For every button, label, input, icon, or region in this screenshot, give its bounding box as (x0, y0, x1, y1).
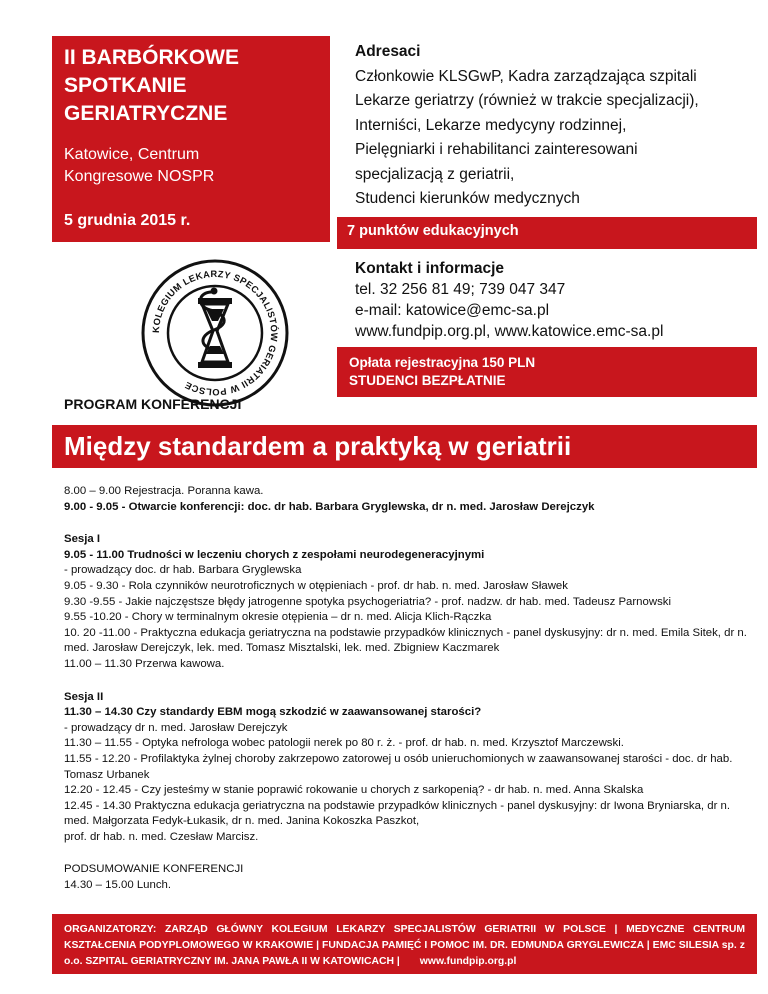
footer-url[interactable]: www.fundpip.org.pl (419, 956, 517, 967)
schedule-item: 12.20 - 12.45 - Czy jesteśmy w stanie poprawić rokowanie u chorych z sarkopenią? - dr hab. n. med. Anna Skalska (64, 784, 644, 797)
contact-web[interactable]: www.fundpip.org.pl, www.katowice.emc-sa.pl (355, 323, 664, 340)
session-title: 11.30 – 14.30 Czy standardy EBM mogą szkodzić w zaawansowanej starości? (64, 706, 482, 719)
schedule-item: 12.45 - 14.30 Praktyczna edukacja geriatryczna na podstawie przypadków klinicznych - panel dyskusyjny: dr Iwona Bryniarska, dr n. med. Małgorzata Fedyk-Łukasik, dr n. med. Janina Kokoszka Paszkot, (64, 799, 731, 828)
logo-ring-text: KOLEGIUM LEKARZY SPECJALISTÓW GERIATRII W POLSCE (150, 268, 280, 398)
event-date: 5 grudnia 2015 r. (64, 212, 191, 229)
organizers-text: ORGANIZATORZY: ZARZĄD GŁÓWNY KOLEGIUM LEKARZY SPECJALISTÓW GERIATRII W POLSCE | MEDYCZNE CENTRUM KSZTAŁCENIA PODYPLOMOWEGO W KRAKOWIE | FUNDACJA PAMIĘĆ I POMOC IM. DR. EDMUNDA GRYGLEWICZA | EMC SILESIA sp. z o.o. SZPITAL GERIATRYCZNY IM. JANA PAWŁA II W KATOWICACH | (64, 924, 745, 967)
contact-email[interactable]: e-mail: katowice@emc-sa.pl (355, 302, 550, 319)
fee-students: STUDENCI BEZPŁATNIE (349, 373, 506, 388)
venue-line: Kongresowe NOSPR (64, 168, 215, 185)
schedule-item: 8.00 – 9.00 Rejestracja. Poranna kawa. (64, 485, 264, 497)
session-label: Sesja II (64, 690, 104, 703)
session-chair: - prowadzący doc. dr hab. Barbara Gryglewska (64, 564, 302, 577)
program-schedule (64, 484, 754, 894)
schedule-item: prof. dr hab. n. med. Czesław Marcisz. (64, 830, 259, 843)
addressees-heading: Adresaci (355, 43, 421, 60)
addressees-line: Studenci kierunków medycznych (355, 190, 580, 207)
summary-label: PODSUMOWANIE KONFERENCJI (64, 863, 244, 876)
addressees-line: Członkowie KLSGwP, Kadra zarządzająca szpitali (355, 67, 697, 85)
schedule-item: 9.55 -10.20 - Chory w terminalnym okresie otępienia – dr n. med. Alicja Klich-Rączka (64, 611, 492, 624)
session-label: Sesja I (64, 533, 101, 546)
contact-block (355, 258, 755, 342)
addressees-line: Lekarze geriatrzy (również w trakcie specjalizacji), (355, 92, 699, 109)
schedule-item: 9.05 - 9.30 - Rola czynników neurotroficznych w otępieniach - prof. dr hab. n. med. Jarosław Sławek (64, 579, 568, 592)
organizers-footer (52, 914, 757, 974)
addressees-block (355, 40, 755, 212)
contact-heading: Kontakt i informacje (355, 260, 504, 277)
schedule-item: 11.30 – 11.55 - Optyka nefrologa wobec patologii nerek po 80 r. ż. - prof. dr hab. n. med. Krzysztof Marczewski. (64, 737, 624, 750)
schedule-item: 11.55 - 12.20 - Profilaktyka żylnej choroby zakrzepowo zatorowej u osób unieruchomionych w zaawansowanej starości - doc. dr hab. Tomasz Urbanek (64, 752, 733, 781)
society-logo (140, 258, 290, 408)
schedule-item: 9.30 -9.55 - Jakie najczęstsze błędy jatrogenne spotyka psychogeriatria? - prof. nadzw. dr hab. med. Tadeusz Parnowski (64, 595, 671, 608)
event-title-line: GERIATRYCZNE (64, 102, 228, 125)
schedule-item: 11.00 – 11.30 Przerwa kawowa. (64, 657, 225, 670)
addressees-line: Pielęgniarki i rehabilitanci zainteresowani (355, 141, 638, 158)
registration-fee-box (337, 347, 757, 397)
contact-phone: tel. 32 256 81 49; 739 047 347 (355, 281, 566, 298)
schedule-item-opening: 9.00 - 9.05 - Otwarcie konferencji: doc. dr hab. Barbara Gryglewska, dr n. med. Jarosław Derejczyk (64, 500, 595, 513)
addressees-line: Interniści, Lekarze medycyny rodzinnej, (355, 116, 627, 134)
hourglass-snake-icon (140, 258, 290, 408)
event-title-box (52, 36, 330, 242)
event-title-line: SPOTKANIE (64, 74, 187, 97)
session-chair: - prowadzący dr n. med. Jarosław Derejczyk (64, 721, 288, 734)
venue-line: Katowice, Centrum (64, 146, 200, 163)
addressees-line: specjalizacją z geriatrii, (355, 165, 515, 183)
education-points-bar: 7 punktów edukacyjnych (337, 217, 757, 249)
program-label: PROGRAM KONFERENCJI (64, 396, 242, 412)
session-title: 9.05 - 11.00 Trudności w leczeniu chorych z zespołami neurodegeneracyjnymi (64, 548, 485, 561)
event-venue (64, 144, 318, 188)
schedule-item: 14.30 – 15.00 Lunch. (64, 879, 172, 892)
conference-headline: Między standardem a praktyką w geriatrii (52, 425, 757, 468)
event-title-line: II BARBÓRKOWE (64, 46, 239, 69)
fee-amount: Opłata rejestracyjna 150 PLN (349, 355, 536, 370)
schedule-item: 10. 20 -11.00 - Praktyczna edukacja geriatryczna na podstawie przypadków klinicznych - panel dyskusyjny: dr n. med. Emila Sitek, dr n. med. Jarosław Derejczyk, lek. med. Tomasz Misztalski, lek. med. Zbigniew Kaczmarek (64, 626, 747, 655)
